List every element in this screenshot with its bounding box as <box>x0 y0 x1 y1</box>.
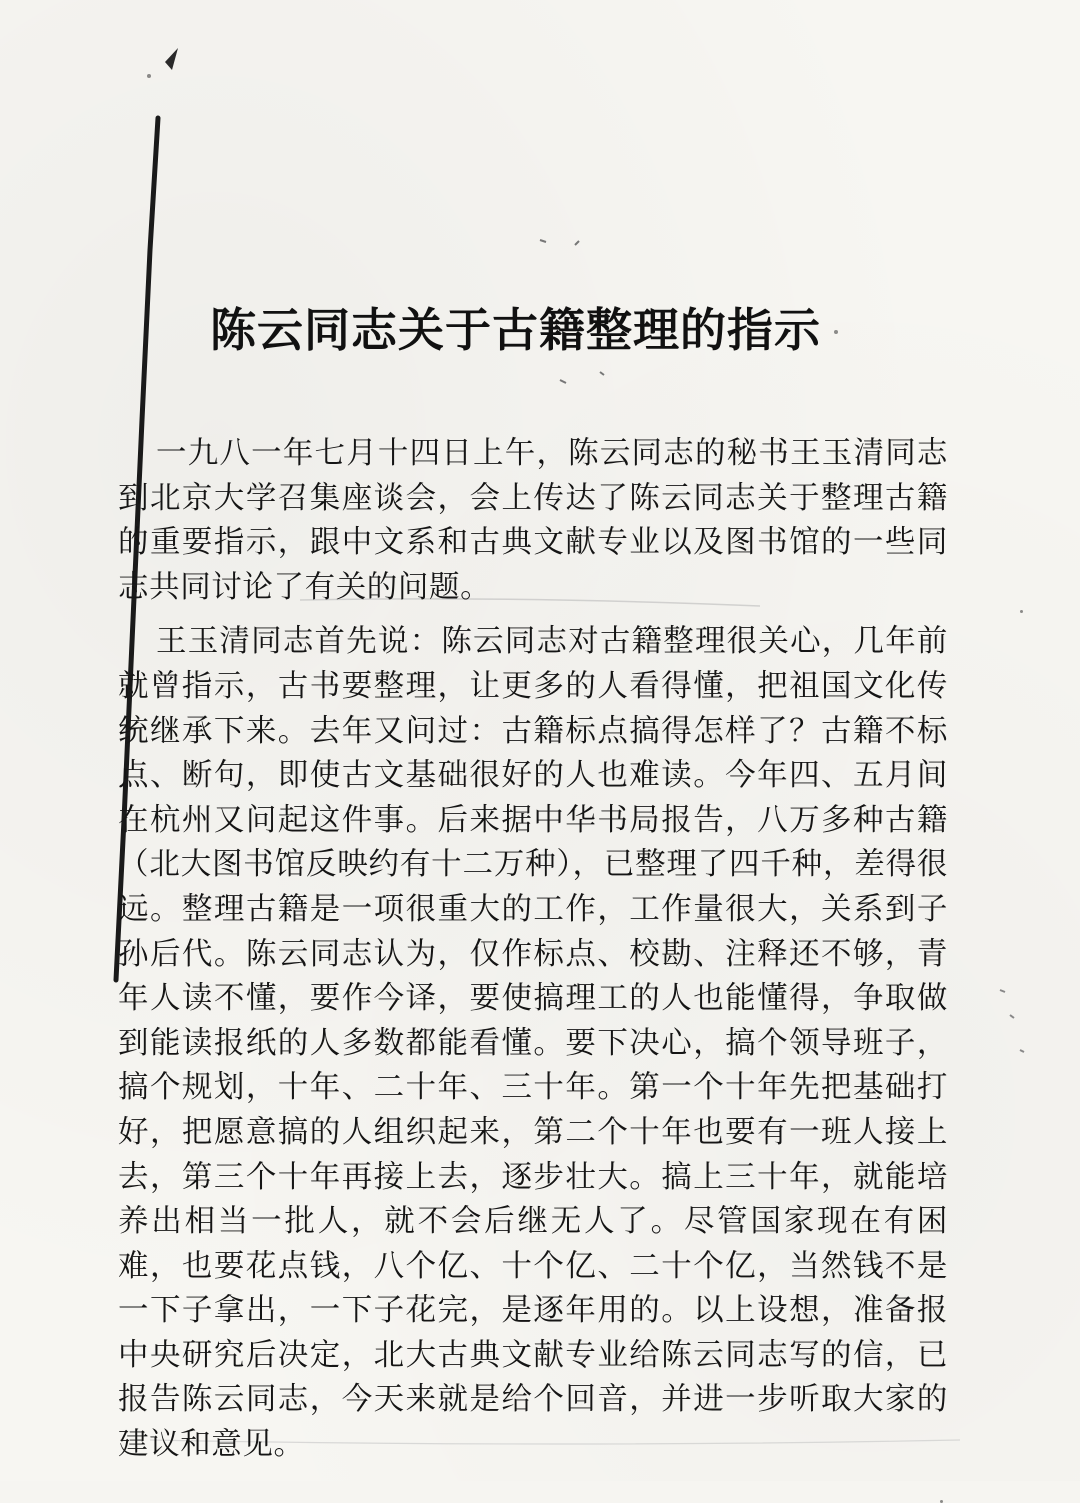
document-title: 陈云同志关于古籍整理的指示 <box>210 303 821 357</box>
ink-speck <box>1020 610 1023 613</box>
document-body <box>118 432 948 1468</box>
paragraph-2: 王玉清同志首先说：陈云同志对古籍整理很关心，几年前就曾指示，古书要整理，让更多的人看得懂，把祖国文化传统继承下来。去年又问过：古籍标点搞得怎样了？古籍不标点、断句，即使古文基础很好的人也难读。今年四、五月间在杭州又问起这件事。后来据中华书局报告，八万多种古籍（北大图书馆反映约有十二万种），已整理了四千种，差得很远。整理古籍是一项很重大的工作，工作量很大，关系到子孙后代。陈云同志认为，仅作标点、校勘、注释还不够，青年人读不懂，要作今译，要使搞理工的人也能懂得，争取做到能读报纸的人多数都能看懂。要下决心，搞个领导班子，搞个规划，十年、二十年、三十年。第一个十年先把基础打好，把愿意搞的人组织起来，第二个十年也要有一班人接上去，第三个十年再接上去，逐步壮大。搞上三十年，就能培养出相当一批人，就不会后继无人了。尽管国家现在有困难，也要花点钱，八个亿、十个亿、二十个亿，当然钱不是一下子拿出，一下子花完，是逐年用的。以上设想，准备报中央研究后决定，北大古典文献专业给陈云同志写的信，已报告陈云同志，今天来就是给个回音，并进一步听取大家的建议和意见。 <box>118 624 948 1463</box>
paragraph-1: 一九八一年七月十四日上午，陈云同志的秘书王玉清同志到北京大学召集座谈会，会上传达了陈云同志关于整理古籍的重要指示，跟中文系和古典文献专业以及图书馆的一些同志共同讨论了有关的问题。 <box>118 436 948 605</box>
ink-speck <box>147 74 151 78</box>
